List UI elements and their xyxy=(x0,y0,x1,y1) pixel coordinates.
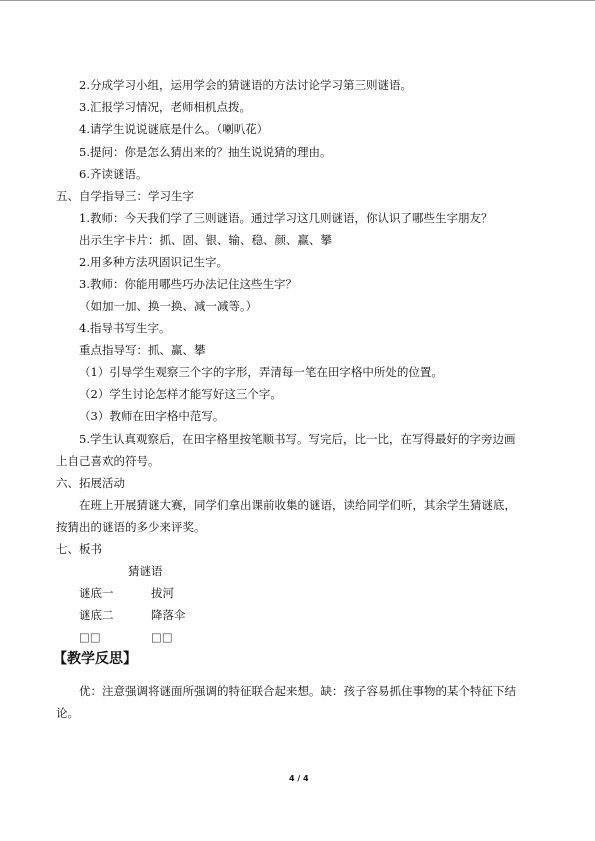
board-title: 猜谜语 xyxy=(128,564,163,578)
substep-1-line: （1）引导学生观察三个字的字形，弄清每一笔在田字格中所处的位置。 xyxy=(79,365,443,379)
reflection-paragraph-cont: 论。 xyxy=(56,706,79,720)
substep-3-line: （3）教师在田字格中范写。 xyxy=(79,409,225,423)
step-6-line: 6.齐读谜语。 xyxy=(79,167,148,181)
step-3-line: 3.汇报学习情况，老师相机点拨。 xyxy=(79,100,251,114)
section-5-heading: 五、自学指导三：学习生字 xyxy=(56,189,194,203)
step-4-line: 4.请学生说说谜底是什么。（喇叭花） xyxy=(79,122,269,136)
section-6-paragraph-cont: 按猜出的谜语的多少来评奖。 xyxy=(56,520,206,534)
key-writing-line: 重点指导写：抓、赢、攀 xyxy=(79,343,206,357)
reflection-heading: 【教学反思】 xyxy=(53,651,137,667)
substep-2-line: （2）学生讨论怎样才能写好这三个字。 xyxy=(79,387,282,401)
page-number: 4 / 4 xyxy=(289,774,309,783)
board-answer-2-value: 降落伞 xyxy=(151,608,186,622)
board-answer-2-label: 谜底二 xyxy=(79,608,114,622)
character-cards-line: 出示生字卡片：抓、固、银、输、稳、颜、赢、攀 xyxy=(79,233,332,247)
section-7-heading: 七、板书 xyxy=(56,542,102,556)
section-5-step-5-cont: 上自己喜欢的符号。 xyxy=(56,454,160,468)
step-2-line: 2.分成学习小组，运用学会的猜谜语的方法讨论学习第三则谜语。 xyxy=(79,78,412,92)
section-6-paragraph: 在班上开展猜谜大赛，同学们拿出课前收集的谜语，读给同学们听，其余学生猜谜底， xyxy=(79,498,516,512)
section-5-step-5: 5.学生认真观察后，在田字格里按笔顺书写。写完后，比一比，在写得最好的字旁边画 xyxy=(79,432,516,446)
board-answer-1-label: 谜底一 xyxy=(79,586,114,600)
memory-tips-line: （如加一加、换一换、减一减等。） xyxy=(79,299,258,313)
board-placeholder-right: □□ xyxy=(151,630,173,644)
board-placeholder-left: □□ xyxy=(79,630,101,644)
section-5-step-1: 1.教师：今天我们学了三则谜语。通过学习这几则谜语，你认识了哪些生字朋友？ xyxy=(79,211,493,225)
section-5-step-2: 2.用多种方法巩固识记生字。 xyxy=(79,255,228,269)
step-5-line: 5.提问：你是怎么猜出来的？抽生说说猜的理由。 xyxy=(79,145,332,159)
board-answer-1-value: 拔河 xyxy=(151,586,174,600)
header-rule xyxy=(0,0,595,1)
section-5-step-4: 4.指导书写生字。 xyxy=(79,321,171,335)
section-6-heading: 六、拓展活动 xyxy=(56,476,125,490)
section-5-step-3: 3.教师：你能用哪些巧办法记住这些生字？ xyxy=(79,277,297,291)
reflection-paragraph: 优：注意强调将谜面所强调的特征联合起来想。缺：孩子容易抓住事物的某个特征下结 xyxy=(79,684,516,698)
